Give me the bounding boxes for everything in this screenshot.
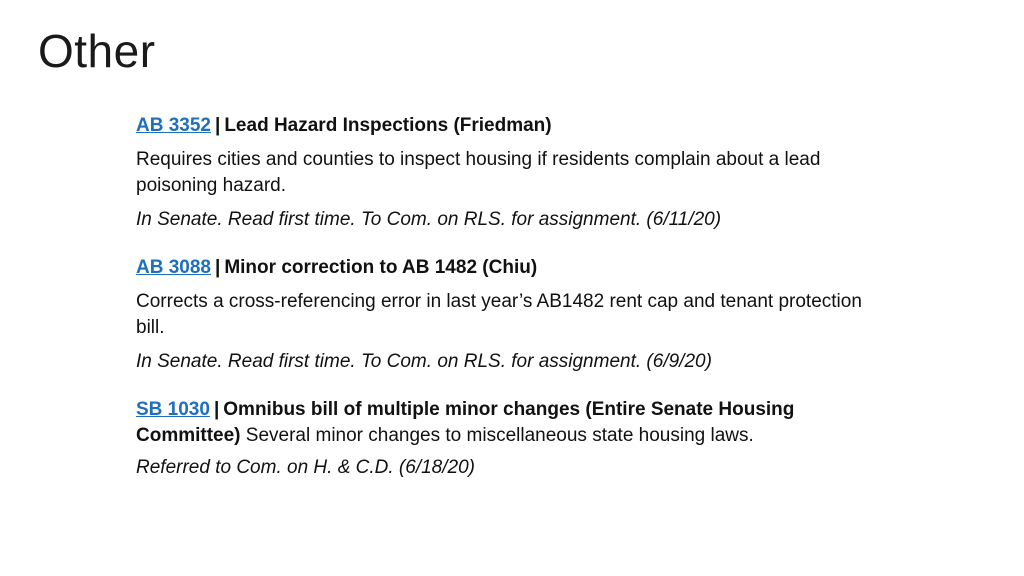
bill-heading xyxy=(136,113,876,139)
bill-separator: | xyxy=(215,115,221,136)
bill-entry-ab3088 xyxy=(136,255,876,375)
bill-separator: | xyxy=(215,257,221,278)
bill-heading xyxy=(136,255,876,281)
bill-status: In Senate. Read first time. To Com. on RLS. for assignment. (6/11/20) xyxy=(136,209,722,230)
bill-link-sb1030[interactable]: SB 1030 xyxy=(136,399,210,420)
bill-link-ab3088[interactable]: AB 3088 xyxy=(136,257,211,278)
bill-status: In Senate. Read first time. To Com. on RLS. for assignment. (6/9/20) xyxy=(136,351,712,372)
bill-description: Several minor changes to miscellaneous state housing laws. xyxy=(245,425,754,446)
bill-list xyxy=(136,113,876,503)
bill-description: Requires cities and counties to inspect housing if residents complain about a lead poisoning hazard. xyxy=(136,149,821,196)
bill-heading xyxy=(136,397,876,449)
page-title: Other xyxy=(38,25,156,77)
bill-link-ab3352[interactable]: AB 3352 xyxy=(136,115,211,136)
bill-title: Lead Hazard Inspections (Friedman) xyxy=(224,115,552,136)
bill-entry-sb1030 xyxy=(136,397,876,481)
bill-title: Minor correction to AB 1482 (Chiu) xyxy=(224,257,538,278)
bill-description: Corrects a cross-referencing error in last year’s AB1482 rent cap and tenant protection bill. xyxy=(136,291,862,338)
bill-title: Omnibus bill of multiple minor changes (Entire Senate Housing Committee) xyxy=(136,399,795,446)
bill-entry-ab3352 xyxy=(136,113,876,233)
bill-status: Referred to Com. on H. & C.D. (6/18/20) xyxy=(136,457,475,478)
bill-separator: | xyxy=(213,399,220,420)
